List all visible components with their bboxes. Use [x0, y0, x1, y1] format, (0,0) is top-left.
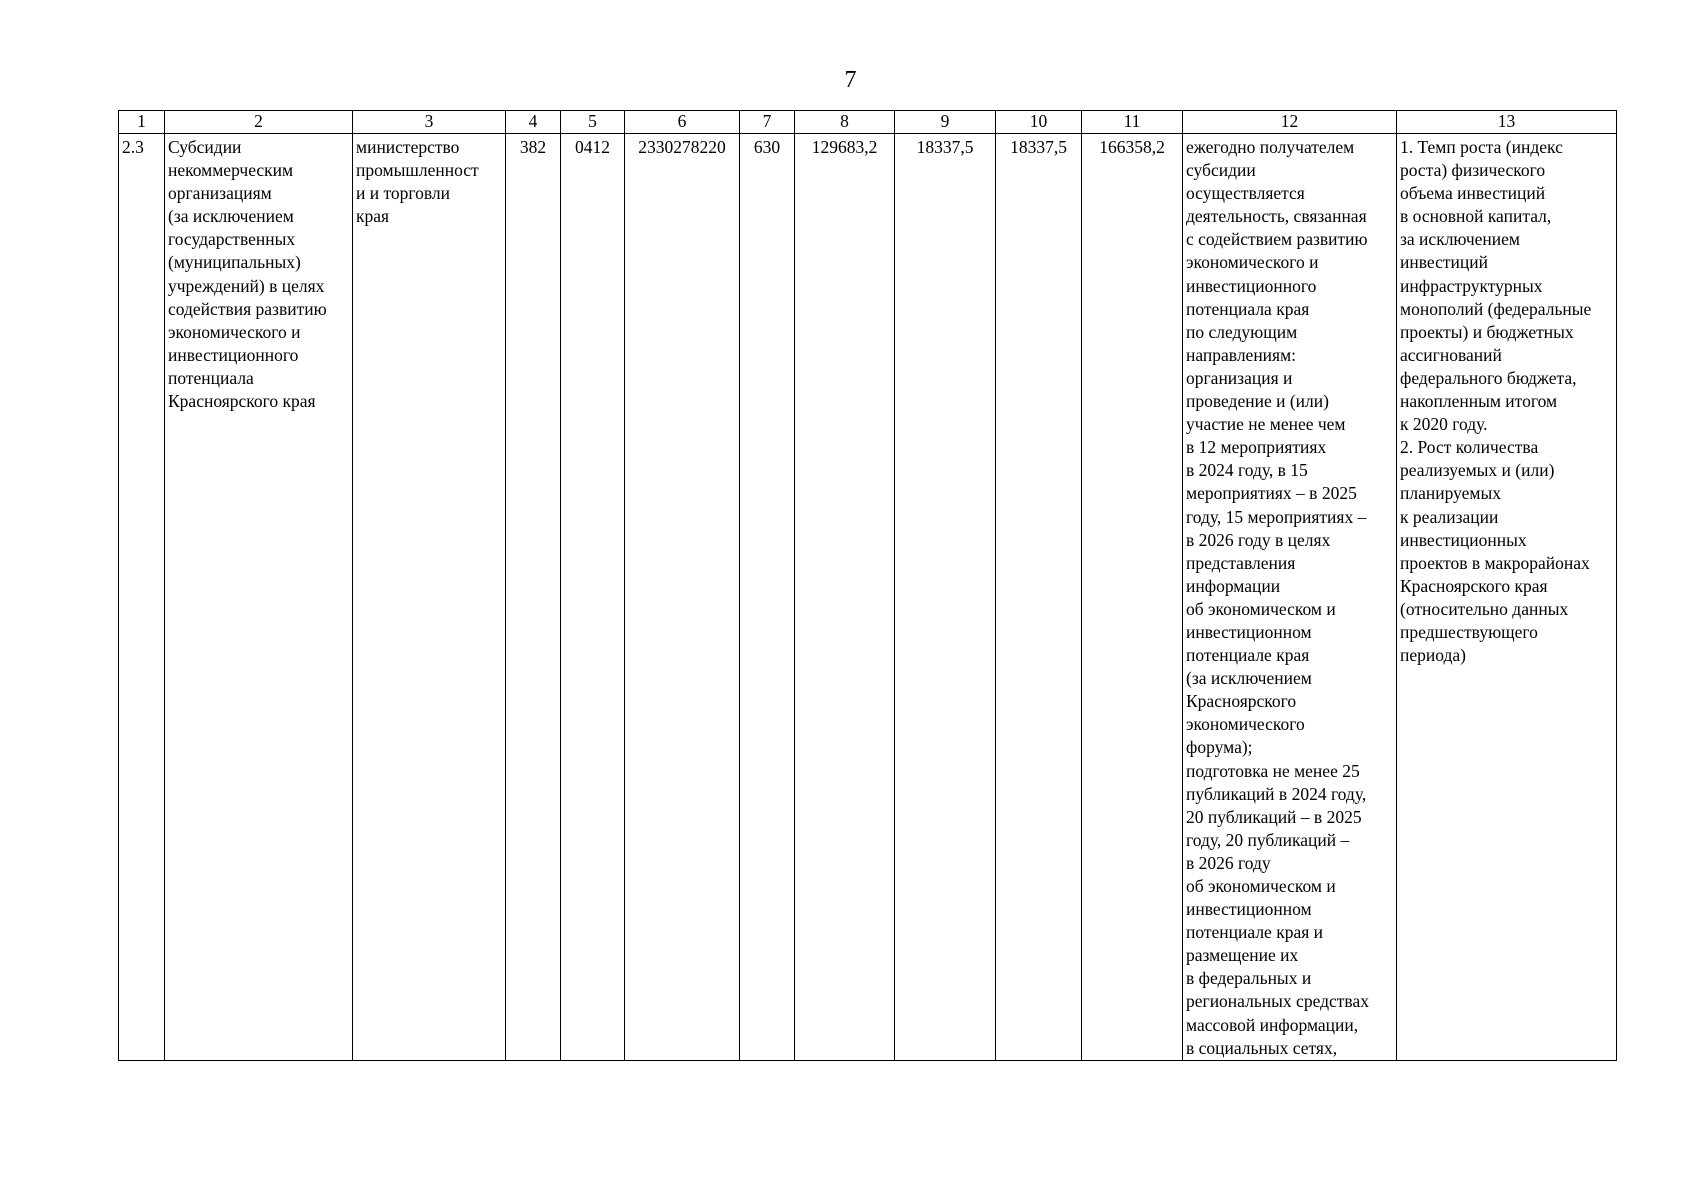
amount-cell: 18337,5	[996, 134, 1082, 1061]
section-code-cell: 0412	[561, 134, 625, 1061]
column-number: 4	[506, 111, 561, 134]
expected-result-cell: ежегодно получателем субсидии осуществляется деятельность, связанная с содействием развитию экономического и инвестиционного потенциала края по следующим направлениям: организация и проведение и (или) участие не менее чем в 12 мероприятиях в 2024 году, в 15 мероприятиях – в 2025 году, 15 мероприятиях – в 2026 году в целях представления информации об экономическом и инвестиционном потенциале края (за исключением Красноярского экономического форума); подготовка не менее 25 публикаций в 2024 году, 20 публикаций – в 2025 году, 20 публикаций – в 2026 году об экономическом и инвестиционном потенциале края и размещение их в федеральных и региональных средствах массовой информации, в социальных сетях,	[1183, 134, 1397, 1061]
column-number: 8	[795, 111, 895, 134]
column-number: 1	[119, 111, 165, 134]
column-number: 5	[561, 111, 625, 134]
column-number: 6	[625, 111, 740, 134]
total-amount-cell: 166358,2	[1082, 134, 1183, 1061]
column-number: 13	[1397, 111, 1617, 134]
expense-type-cell: 630	[740, 134, 795, 1061]
column-number: 10	[996, 111, 1082, 134]
amount-cell: 18337,5	[895, 134, 996, 1061]
table-row	[119, 134, 1617, 1061]
measure-name-cell: Субсидии некоммерческим организациям (за исключением государственных (муниципальных) учреждений) в целях содействия развитию экономического и инвестиционного потенциала Красноярского края	[165, 134, 353, 1061]
amount-cell: 129683,2	[795, 134, 895, 1061]
row-number-cell: 2.3	[119, 134, 165, 1061]
column-number: 11	[1082, 111, 1183, 134]
column-number: 3	[353, 111, 506, 134]
budget-table	[118, 110, 1617, 1061]
column-number: 7	[740, 111, 795, 134]
grbs-code-cell: 382	[506, 134, 561, 1061]
target-article-cell: 2330278220	[625, 134, 740, 1061]
indicators-cell: 1. Темп роста (индекс роста) физического объема инвестиций в основной капитал, за исключением инвестиций инфраструктурных монополий (федеральные проекты) и бюджетных ассигнований федерального бюджета, накопленным итогом к 2020 году. 2. Рост количества реализуемых и (или) планируемых к реализации инвестиционных проектов в макрорайонах Красноярского края (относительно данных предшествующего периода)	[1397, 134, 1617, 1061]
column-number: 9	[895, 111, 996, 134]
executor-cell: министерство промышленност и и торговли края	[353, 134, 506, 1061]
column-number: 12	[1183, 111, 1397, 134]
page-number: 7	[844, 67, 857, 93]
column-number-row	[119, 111, 1617, 134]
column-number: 2	[165, 111, 353, 134]
